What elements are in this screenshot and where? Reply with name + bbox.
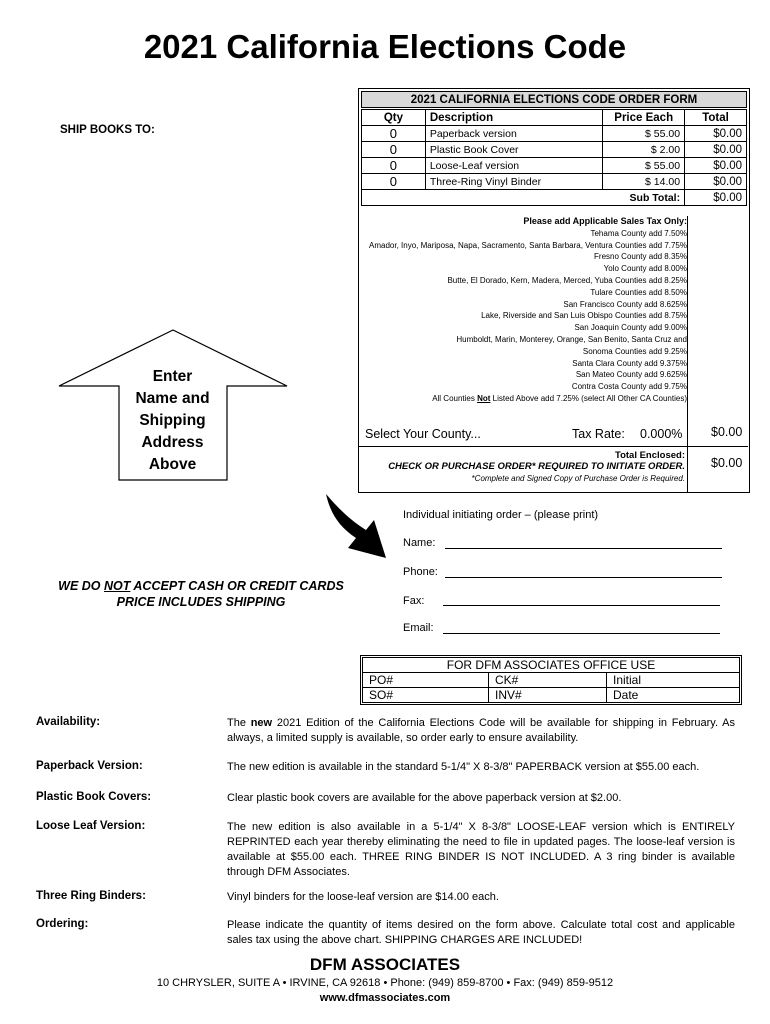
item-total: $0.00 <box>685 142 747 158</box>
po-field[interactable]: PO# <box>363 673 489 688</box>
info-label: Loose Leaf Version: <box>36 820 146 832</box>
no-cash-line <box>36 578 366 594</box>
check-required-note: CHECK OR PURCHASE ORDER* REQUIRED TO INITIATE ORDER. <box>388 461 685 472</box>
tax-other-not: Not <box>477 393 491 403</box>
item-desc: Paperback version <box>425 126 602 142</box>
county-select[interactable]: Select Your County... <box>365 427 481 441</box>
subtotal-label: Sub Total: <box>362 190 685 206</box>
order-row <box>362 174 747 190</box>
col-desc: Description <box>425 110 602 126</box>
no-cash-pre: WE DO <box>58 579 104 593</box>
tax-line-other <box>361 393 687 405</box>
name-label: Name: <box>403 537 436 549</box>
info-label: Plastic Book Covers: <box>36 791 152 803</box>
order-form <box>358 88 750 493</box>
tax-line: Butte, El Dorado, Kern, Madera, Merced, Yuba Counties add 8.25% <box>447 275 687 285</box>
tax-rate-value: 0.000% <box>640 427 683 441</box>
tax-line: Lake, Riverside and San Luis Obispo Counties add 8.75% <box>481 311 687 321</box>
item-total: $0.00 <box>685 126 747 142</box>
tax-line: San Joaquin County add 9.00% <box>574 323 687 333</box>
info-text: The new edition is also available in a 5-1/4" X 8-3/8" LOOSE-LEAF version which is ENTIRELY REPRINTED each year thereby eliminating the need to file in updated pages. The loose-leaf version is available at $55.00 each. THREE RING BINDER IS NOT INCLUDED. A 3 ring binder is available through DFM Associates. <box>227 821 735 878</box>
tax-rate-list <box>361 216 687 449</box>
initial-field[interactable]: Initial <box>607 673 740 688</box>
fax-field[interactable] <box>443 605 720 606</box>
item-total: $0.00 <box>685 158 747 174</box>
info-label: Availability: <box>36 716 101 728</box>
tax-amount: $0.00 <box>711 425 743 439</box>
info-text: Vinyl binders for the loose-leaf version are $14.00 each. <box>227 891 499 903</box>
info-text-post: 2021 Edition of the California Elections Code will be available for shipping in February. As always, a limited supply is available, so order early to ensure availability. <box>227 717 735 744</box>
company-address: 10 CHRYSLER, SUITE A • IRVINE, CA 92618 • Phone: (949) 859-8700 • Fax: (949) 859-9512 <box>156 977 614 989</box>
purchase-order-note: *Complete and Signed Copy of Purchase Order is Required. <box>471 474 685 483</box>
company-website[interactable]: www.dfmassociates.com <box>319 992 451 1004</box>
info-label: Three Ring Binders: <box>36 890 146 902</box>
qty-input[interactable]: 0 <box>362 142 426 158</box>
email-label: Email: <box>403 622 434 634</box>
info-text: Please indicate the quantity of items desired on the form above. Calculate total cost and applicable sales tax using the above chart. SHIPPING CHARGES ARE INCLUDED! <box>227 919 735 946</box>
phone-label: Phone: <box>403 566 438 578</box>
tax-line: Humboldt, Marin, Monterey, Orange, San Benito, Santa Cruz and <box>456 334 687 344</box>
divider <box>359 446 748 447</box>
tax-line: San Mateo County add 9.625% <box>575 370 687 380</box>
item-total: $0.00 <box>685 174 747 190</box>
office-use-box <box>360 655 742 705</box>
order-row <box>362 142 747 158</box>
inv-field[interactable]: INV# <box>489 688 607 703</box>
arrow-text-line: Above <box>148 456 197 473</box>
item-desc: Plastic Book Cover <box>425 142 602 158</box>
tax-line: Yolo County add 8.00% <box>603 264 687 274</box>
phone-field[interactable] <box>445 577 722 578</box>
info-text: Clear plastic book covers are available for the above paperback version at $2.00. <box>227 792 622 804</box>
subtotal-value: $0.00 <box>685 190 747 206</box>
fax-label: Fax: <box>403 595 425 607</box>
curved-arrow-icon <box>320 490 392 568</box>
no-cash-not: NOT <box>104 579 131 593</box>
arrow-text-line: Enter <box>152 368 193 385</box>
divider <box>687 446 688 492</box>
order-table <box>361 109 747 206</box>
arrow-text-line: Shipping <box>139 412 206 429</box>
tax-line: Santa Clara County add 9.375% <box>572 358 687 368</box>
col-qty: Qty <box>362 110 426 126</box>
order-row <box>362 126 747 142</box>
qty-input[interactable]: 0 <box>362 174 426 190</box>
qty-input[interactable]: 0 <box>362 158 426 174</box>
total-enclosed-value: $0.00 <box>711 456 743 470</box>
tax-line: Amador, Inyo, Mariposa, Napa, Sacramento, Santa Barbara, Ventura Counties add 7.75% <box>369 240 687 250</box>
info-text <box>227 716 735 746</box>
no-cash-post: ACCEPT CASH OR CREDIT CARDS <box>130 579 344 593</box>
payment-notice <box>36 578 366 610</box>
email-field[interactable] <box>443 633 720 634</box>
contact-heading: Individual initiating order – (please print) <box>403 509 599 521</box>
tax-total-column <box>687 216 748 449</box>
total-enclosed-label: Total Enclosed: <box>614 450 685 461</box>
tax-heading: Please add Applicable Sales Tax Only: <box>523 216 687 226</box>
date-field[interactable]: Date <box>607 688 740 703</box>
col-price: Price Each <box>603 110 685 126</box>
qty-input[interactable]: 0 <box>362 126 426 142</box>
tax-other-pre: All Counties <box>432 393 478 403</box>
tax-line: San Francisco County add 8.625% <box>563 299 687 309</box>
info-text-bold: new <box>250 717 273 729</box>
arrow-instruction <box>115 366 230 476</box>
col-total: Total <box>685 110 747 126</box>
item-price: $ 55.00 <box>603 126 685 142</box>
info-label: Ordering: <box>36 918 89 930</box>
price-includes-shipping: PRICE INCLUDES SHIPPING <box>116 595 286 609</box>
order-table-header-row <box>362 110 747 126</box>
office-use-heading: FOR DFM ASSOCIATES OFFICE USE <box>363 658 740 673</box>
item-price: $ 14.00 <box>603 174 685 190</box>
info-text-pre: The <box>227 717 251 729</box>
order-form-header: 2021 CALIFORNIA ELECTIONS CODE ORDER FORM <box>361 91 747 108</box>
ck-field[interactable]: CK# <box>489 673 607 688</box>
ship-to-label: SHIP BOOKS TO: <box>60 124 155 136</box>
tax-line: Tulare Counties add 8.50% <box>590 287 687 297</box>
tax-rate-label: Tax Rate: <box>572 427 625 441</box>
company-name: DFM ASSOCIATES <box>309 955 461 974</box>
item-desc: Three-Ring Vinyl Binder <box>425 174 602 190</box>
tax-other-post: Listed Above add 7.25% (select All Other CA Counties) <box>490 393 687 403</box>
order-row <box>362 158 747 174</box>
tax-line: Sonoma Counties add 9.25% <box>582 346 687 356</box>
info-text: The new edition is available in the standard 5-1/4" X 8-3/8" PAPERBACK version at $55.00 each. <box>227 761 700 773</box>
arrow-text-line: Name and <box>135 390 210 407</box>
item-desc: Loose-Leaf version <box>425 158 602 174</box>
item-price: $ 2.00 <box>603 142 685 158</box>
arrow-text-line: Address <box>141 434 204 451</box>
so-field[interactable]: SO# <box>363 688 489 703</box>
info-label: Paperback Version: <box>36 760 143 772</box>
tax-line: Fresno County add 8.35% <box>594 252 687 262</box>
office-use-table <box>362 657 740 703</box>
subtotal-row <box>362 190 747 206</box>
name-field[interactable] <box>445 548 722 549</box>
tax-line: Tehama County add 7.50% <box>590 228 687 238</box>
item-price: $ 55.00 <box>603 158 685 174</box>
tax-line: Contra Costa County add 9.75% <box>571 382 687 392</box>
page-title: 2021 California Elections Code <box>143 28 627 65</box>
